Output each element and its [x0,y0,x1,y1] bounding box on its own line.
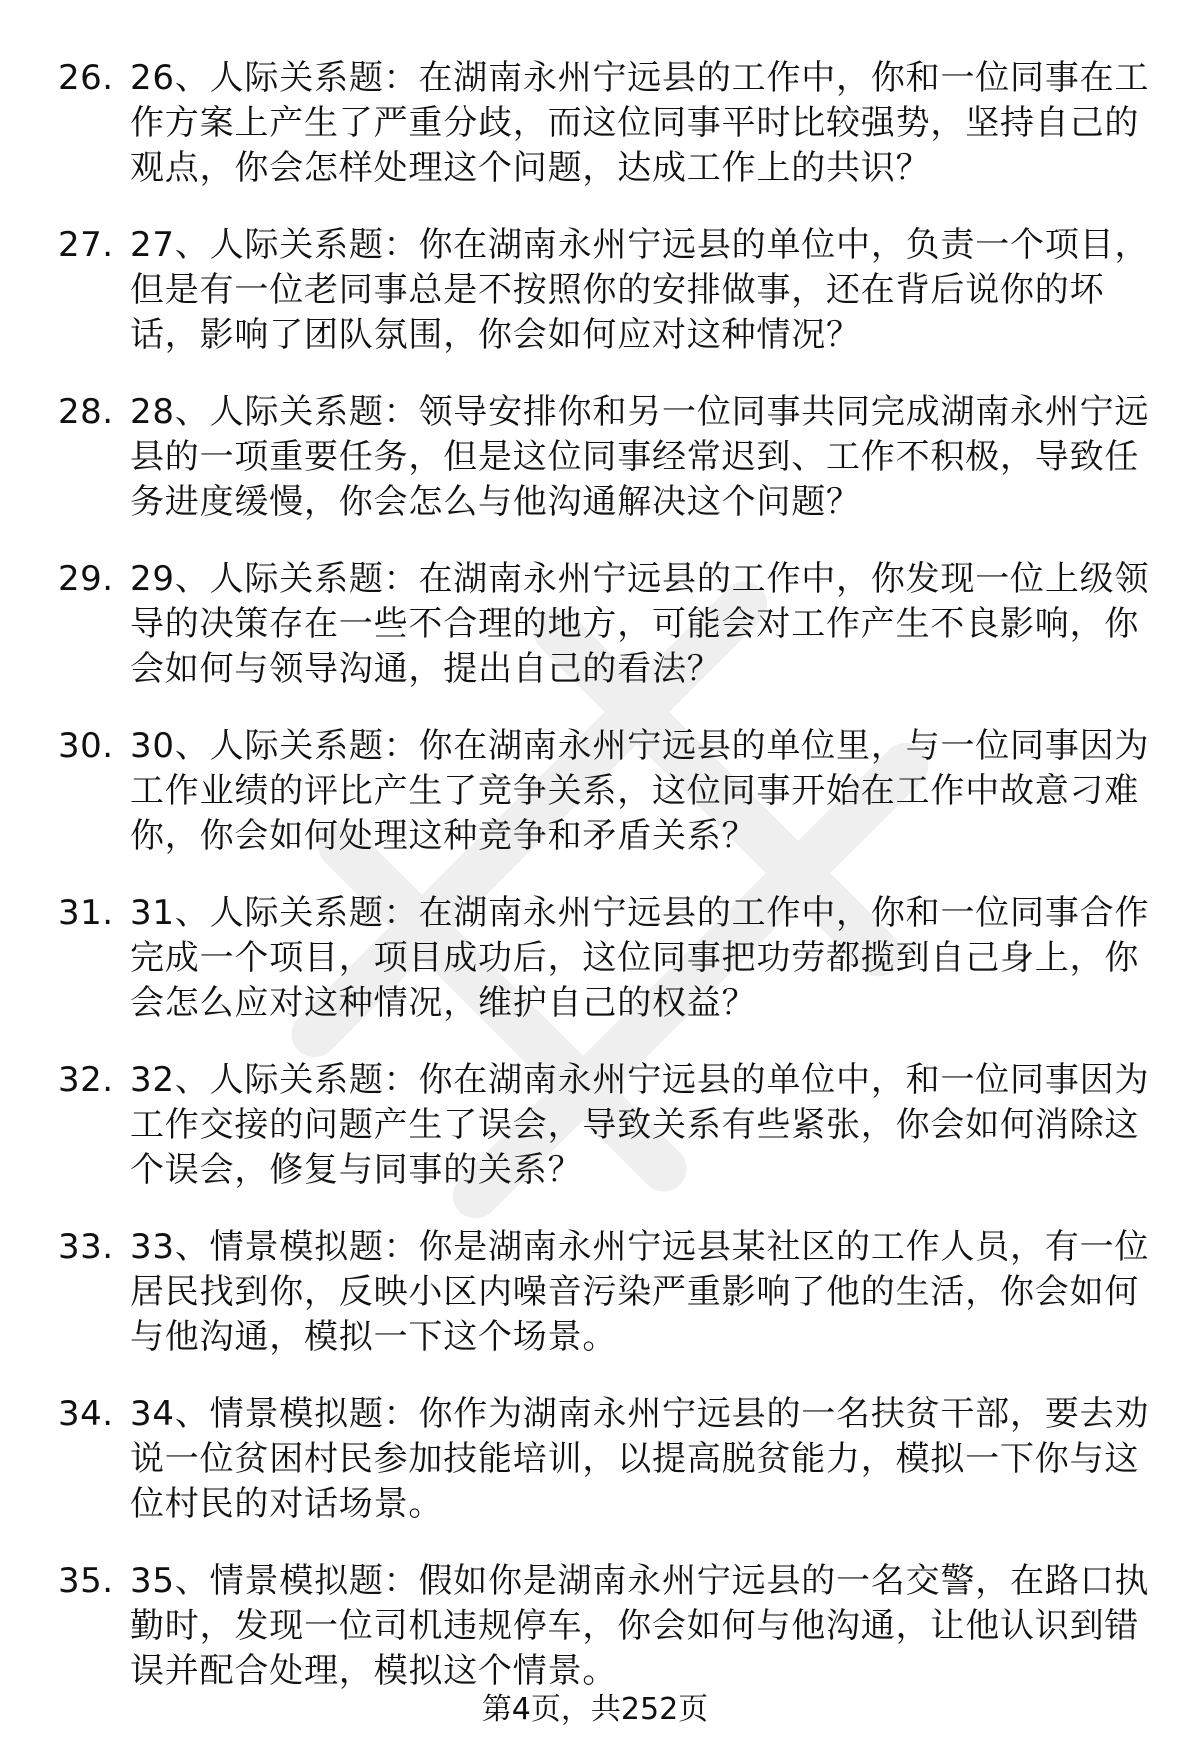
question-text: 29、人际关系题：在湖南永州宁远县的工作中，你发现一位上级领导的决策存在一些不合理的地方，可能会对工作产生不良影响，你会如何与领导沟通，提出自己的看法？ [130,559,1150,689]
question-number: 29. [58,559,114,599]
list-item [0,390,1190,529]
question-list [0,56,1190,1726]
list-item [0,724,1190,863]
question-text: 33、情景模拟题：你是湖南永州宁远县某社区的工作人员，有一位居民找到你，反映小区内噪音污染严重影响了他的生活，你会如何与他沟通，模拟一下这个场景。 [130,1227,1150,1357]
question-text: 28、人际关系题：领导安排你和另一位同事共同完成湖南永州宁远县的一项重要任务，但是这位同事经常迟到、工作不积极，导致任务进度缓慢，你会怎么与他沟通解决这个问题？ [130,392,1150,522]
list-item [0,223,1190,362]
page-number-footer: 第4页，共252页 [481,1692,709,1727]
question-number: 30. [58,726,114,766]
question-number: 28. [58,392,114,432]
question-number: 26. [58,58,114,98]
question-text: 34、情景模拟题：你作为湖南永州宁远县的一名扶贫干部，要去劝说一位贫困村民参加技能培训，以提高脱贫能力，模拟一下你与这位村民的对话场景。 [130,1394,1150,1524]
list-item [0,1058,1190,1197]
question-number: 27. [58,225,114,265]
question-number: 35. [58,1561,114,1601]
list-item [0,1225,1190,1364]
list-item [0,1392,1190,1531]
question-text: 27、人际关系题：你在湖南永州宁远县的单位中，负责一个项目，但是有一位老同事总是不按照你的安排做事，还在背后说你的坏话，影响了团队氛围，你会如何应对这种情况？ [130,225,1150,355]
question-number: 33. [58,1227,114,1267]
list-item [0,891,1190,1030]
question-number: 32. [58,1060,114,1100]
list-item [0,56,1190,195]
list-item [0,1559,1190,1698]
question-number: 31. [58,893,114,933]
question-text: 30、人际关系题：你在湖南永州宁远县的单位里，与一位同事因为工作业绩的评比产生了竞争关系，这位同事开始在工作中故意刁难你，你会如何处理这种竞争和矛盾关系？ [130,726,1150,856]
list-item [0,557,1190,696]
question-text: 35、情景模拟题：假如你是湖南永州宁远县的一名交警，在路口执勤时，发现一位司机违规停车，你会如何与他沟通，让他认识到错误并配合处理，模拟这个情景。 [130,1561,1150,1691]
question-text: 32、人际关系题：你在湖南永州宁远县的单位中，和一位同事因为工作交接的问题产生了误会，导致关系有些紧张，你会如何消除这个误会，修复与同事的关系？ [130,1060,1150,1190]
question-text: 31、人际关系题：在湖南永州宁远县的工作中，你和一位同事合作完成一个项目，项目成功后，这位同事把功劳都揽到自己身上，你会怎么应对这种情况，维护自己的权益？ [130,893,1150,1023]
question-number: 34. [58,1394,114,1434]
question-text: 26、人际关系题：在湖南永州宁远县的工作中，你和一位同事在工作方案上产生了严重分歧，而这位同事平时比较强势，坚持自己的观点，你会怎样处理这个问题，达成工作上的共识？ [130,58,1150,188]
